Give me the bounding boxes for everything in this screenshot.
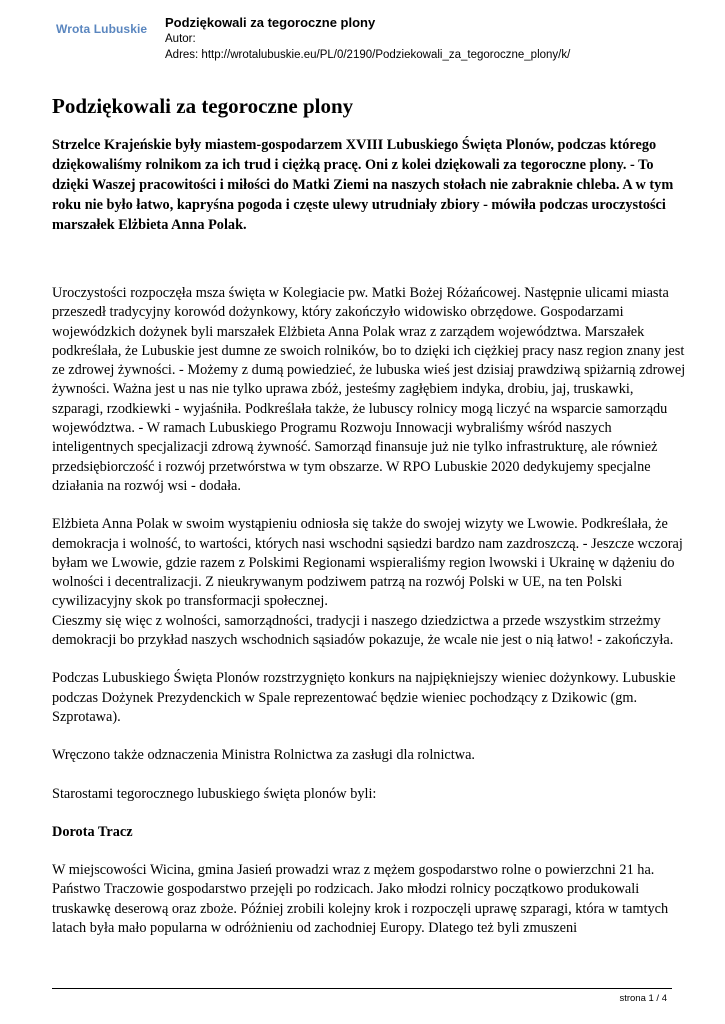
article-lead: Strzelce Krajeńskie były miastem-gospodarzem XVIII Lubuskiego Święta Plonów, podczas którego dziękowaliśmy rolnikom za ich trud i ciężką pracę. Oni z kolei dziękowali za tegoroczne plony. - To dzięki Waszej pracowitości i miłości do Matki Ziemi na naszych stołach nie zabraknie chleba. A w tym roku nie było łatwo, kapryśna pogoda i częste ulewy utrudniały zbiory - mówiła podczas uroczystości marszałek Elżbieta Anna Polak. <box>52 137 674 233</box>
document-meta <box>165 14 570 63</box>
paragraph-4: Podczas Lubuskiego Święta Plonów rozstrzygnięto konkurs na najpiękniejszy wieniec dożynkowy. Lubuskie podczas Dożynek Prezydenckich w Spale reprezentować będzie wieniec pochodzący z Dzikowic (gm. Szprotawa). <box>52 670 676 725</box>
header-address: Adres: http://wrotalubuskie.eu/PL/0/2190/Podziekowali_za_tegoroczne_plony/k/ <box>165 49 571 61</box>
header-author: Autor: <box>165 33 196 45</box>
page-header <box>0 0 725 70</box>
paragraph-7: W miejscowości Wicina, gmina Jasień prowadzi wraz z mężem gospodarstwo rolne o powierzchni 21 ha. Państwo Traczowie gospodarstwo przejęli po rodzicach. Jako młodzi rolnicy początkowo produkowali truskawkę deserową oraz zboże. Później zrobili kolejny krok i rozpoczęli uprawę szparagi, która w tamtych latach była mało popularna w odróżnieniu od zachodniej Europy. Dlatego też byli zmuszeni <box>52 862 669 937</box>
paragraph-6: Starostami tegorocznego lubuskiego święta plonów byli: <box>52 785 377 802</box>
site-logo: Wrota Lubuskie <box>56 22 148 36</box>
footer-divider <box>52 988 672 989</box>
page-number: strona 1 / 4 <box>619 993 667 1004</box>
section-heading: Dorota Tracz <box>52 823 133 840</box>
paragraph-2: Elżbieta Anna Polak w swoim wystąpieniu odniosła się także do swojej wizyty we Lwowie. Podkreślała, że demokracja i wolność, to wartości, których nasi wschodni sąsiedzi bardzo nam zazdroszczą. - Jeszcze wczoraj byłam we Lwowie, gdzie razem z Polskimi Regionami wspieraliśmy region lwowski i Ukrainę w dążeniu do wolności i decentralizacji. Z nieukrywanym podziwem patrzą na rozwój Polski w UE, na ten Polski cywilizacyjny skok po transformacji społecznej. <box>52 516 683 610</box>
article-body <box>52 284 687 957</box>
paragraph-1: Uroczystości rozpoczęła msza święta w Kolegiacie pw. Matki Bożej Różańcowej. Następnie ulicami miasta przeszedł tradycyjny korowód dożynkowy, który zakończyło widowisko obrzędowe. Gospodarzami wojewódzkich dożynek byli marszałek Elżbieta Anna Polak wraz z zarządem województwa. Marszałek podkreślała, że Lubuskie jest dumne ze swoich rolników, bo to dzięki ich ciężkiej pracy nasz region znany jest ze zdrowej żywności. - Możemy z dumą powiedzieć, że lubuska wieś jest dzisiaj prawdziwą spiżarnią zdrowej żywności. Ważna jest u nas nie tylko uprawa zbóż, jesteśmy zagłębiem indyka, drobiu, jaj, truskawki, szparagi, rzodkiewki - wyjaśniła. Podkreślała także, że lubuscy rolnicy mogą liczyć na wsparcie samorządu województwa. - W ramach Lubuskiego Programu Rozwoju Innowacji wybraliśmy wśród naszych inteligentnych specjalizacji zdrową żywność. Samorząd finansuje już nie tylko infrastrukturę, ale również przedsiębiorczość i rozwój przetwórstwa w tym obszarze. W RPO Lubuskie 2020 dedykujemy specjalne działania na rozwój wsi - dodała. <box>52 285 686 494</box>
paragraph-3: Cieszmy się więc z wolności, samorządności, tradycji i naszego dziedzictwa a przede wszystkim strzeżmy demokracji bo przykład naszych wschodnich sąsiadów pokazuje, że wcale nie jest o nią łatwo! - zakończyła. <box>52 612 674 649</box>
header-title: Podziękowali za tegoroczne plony <box>165 15 376 30</box>
article-title: Podziękowali za tegoroczne plony <box>52 94 354 118</box>
paragraph-5: Wręczono także odznaczenia Ministra Rolnictwa za zasługi dla rolnictwa. <box>52 747 475 764</box>
